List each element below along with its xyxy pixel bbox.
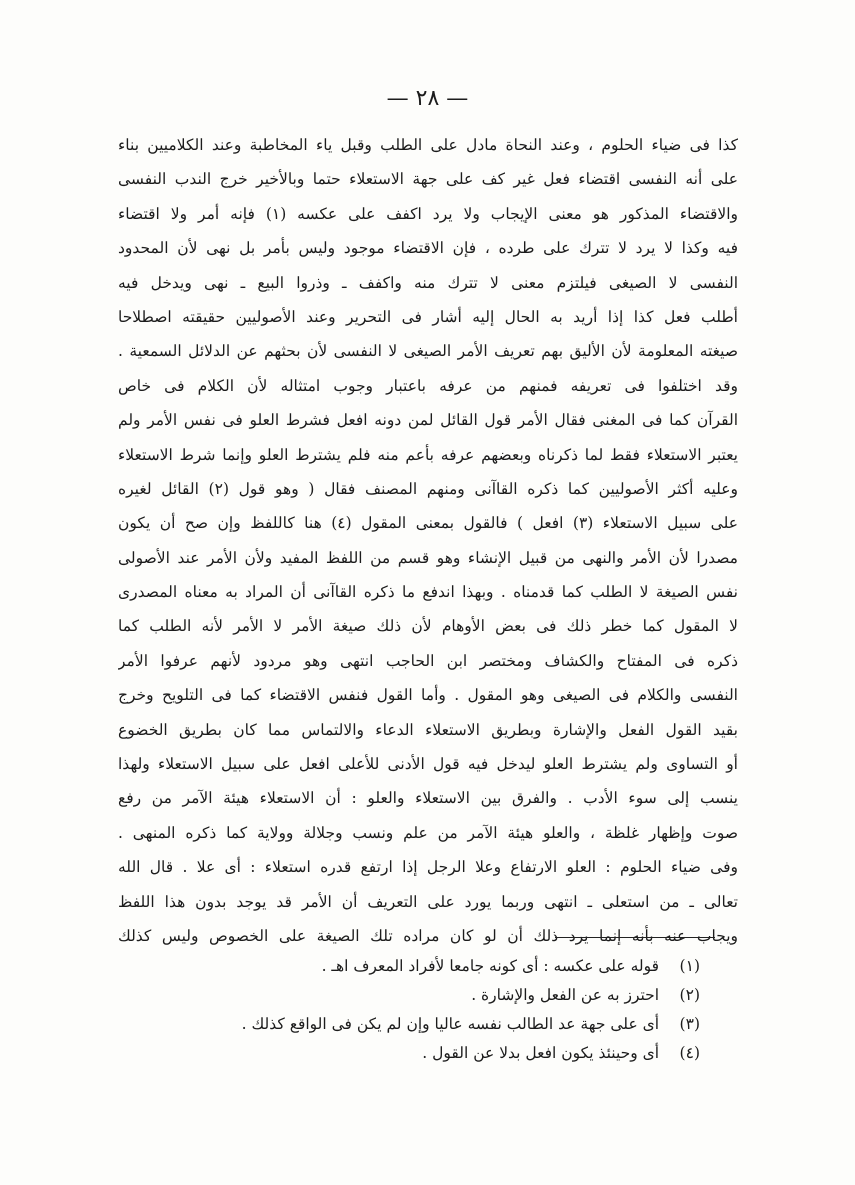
text-line: وقد اختلفوا فى تعريفه فمنهم من عرفه باعتبار وجوب امتثاله لأن الكلام فى خاص (118, 376, 738, 395)
page-number: — ٢٨ — (386, 86, 469, 111)
text-line: صوت وإظهار غلظة ، والعلو هيئة الآمر من علم ونسب وجلالة وولاية كما ذكره المنهى . (118, 823, 738, 842)
footnote-number: (٤) (679, 1044, 700, 1062)
text-line: ينسب إلى سوء الأدب . والفرق بين الاستعلاء والعلو : أن الاستعلاء هيئة الآمر من رفع (118, 789, 738, 808)
text-line: والاقتضاء المذكور هو معنى الإيجاب ولا يرد اكفف على عكسه (١) فإنه أمر ولا اقتضاء (118, 204, 738, 223)
text-line: ذكره فى المفتاح والكشاف ومختصر ابن الحاجب انتهى وهو مردود لأنهم عرفوا الأمر (118, 651, 738, 670)
footnote-text: أى وحينئذ يكون افعل بدلا عن القول . (422, 1044, 660, 1062)
footnote-text: احترز به عن الفعل والإشارة . (471, 986, 660, 1004)
text-line: أو التساوى ولم يشترط العلو ليدخل فيه قول الأدنى للأعلى افعل على سبيل الاستعلاء ولهذا (118, 755, 738, 774)
footnote-number: (١) (679, 957, 700, 975)
text-line: على أنه النفسى اقتضاء فعل غير كف على جهة الاستعلاء حتما وبالأخير خرج الندب النفسى (118, 170, 738, 189)
text-line: صيغته المعلومة لأن الأليق بهم تعريف الأمر الصيغى لا النفسى لأن بحثهم عن الدلائل السمعية . (118, 342, 738, 361)
text-line: فيه وكذا لا يرد لا تترك على طرده ، فإن الاقتضاء موجود وليس بأمر بل نهى لأن المحدود (118, 239, 738, 258)
text-line: وعليه أكثر الأصوليين كما ذكره القاآنى ومنهم المصنف فقال ( وهو قول (٢) القائل لغيره (118, 479, 738, 498)
text-line: بقيد القول الفعل والإشارة وبطريق الاستعلاء الدعاء والالتماس مما كان بطريق الخضوع (118, 720, 738, 739)
main-text (118, 128, 738, 953)
text-line: وفى ضياء الحلوم : العلو الارتفاع وعلا الرجل إذا ارتفع قدره استعلاء : أى علا . قال الله (118, 858, 738, 877)
footnote-separator (555, 937, 715, 938)
text-line: لا المقول كما خطر ذلك فى بعض الأوهام لأن ذلك صيغة الأمر لا الأمر لأنه الطلب كما (118, 617, 738, 636)
footnote-item (200, 1039, 700, 1068)
text-line: تعالى ـ من استعلى ـ انتهى وربما يورد على التعريف أن الأمر قد يوجد بدون هذا اللفظ (118, 892, 738, 911)
text-line: كذا فى ضياء الحلوم ، وعند النحاة مادل على الطلب وقبل ياء المخاطبة وعند الكلاميين بناء (118, 136, 738, 154)
text-line: القرآن كما فى المغنى فقال الأمر قول القائل لمن دونه افعل فشرط العلو فى نفس الأمر ولم (118, 411, 738, 430)
footnote-item (200, 981, 700, 1010)
footnote-item (200, 952, 700, 981)
text-line: ويجاب عنه بأنه إنما يرد ذلك أن لو كان مراده تلك الصيغة على الخصوص وليس كذلك (118, 926, 738, 945)
footnotes (200, 952, 700, 1068)
text-line: مصدرا لأن الأمر والنهى من قبيل الإنشاء وهو قسم من اللفظ المفيد ولأن الأمر عند الأصولى (118, 548, 738, 567)
text-line: النفسى لا الصيغى فيلتزم معنى لا تترك منه واكفف ـ وذروا البيع ـ نهى ويدخل فيه (118, 273, 738, 292)
text-line: أطلب فعل كذا إذا أريد به الحال إليه أشار فى التحرير وعند الأصوليين حقيقته اصطلاحا (118, 307, 738, 326)
footnote-number: (٣) (679, 1015, 700, 1033)
text-line: يعتبر الاستعلاء فقط لما ذكرناه وبعضهم عرفه بأعم منه فلم يشترط العلو وإنما شرط الاستعلاء (118, 445, 738, 464)
footnote-number: (٢) (679, 986, 700, 1004)
text-line: على سبيل الاستعلاء (٣) افعل ) فالقول بمعنى المقول (٤) هنا كاللفظ وإن صح أن يكون (118, 514, 738, 533)
text-line: النفسى والكلام فى الصيغى وهو المقول . وأما القول فنفس الاقتضاء كما فى التلويح وخرج (118, 686, 738, 705)
footnote-text: أى على جهة عد الطالب نفسه عاليا وإن لم يكن فى الواقع كذلك . (241, 1015, 660, 1033)
text-line: نفس الصيغة لا الطلب كما قدمناه . وبهذا اندفع ما ذكره القاآنى أن المراد به معناه المصدرى (118, 583, 738, 602)
footnote-item (200, 1010, 700, 1039)
footnote-text: قوله على عكسه : أى كونه جامعا لأفراد المعرف اهـ . (321, 957, 660, 975)
